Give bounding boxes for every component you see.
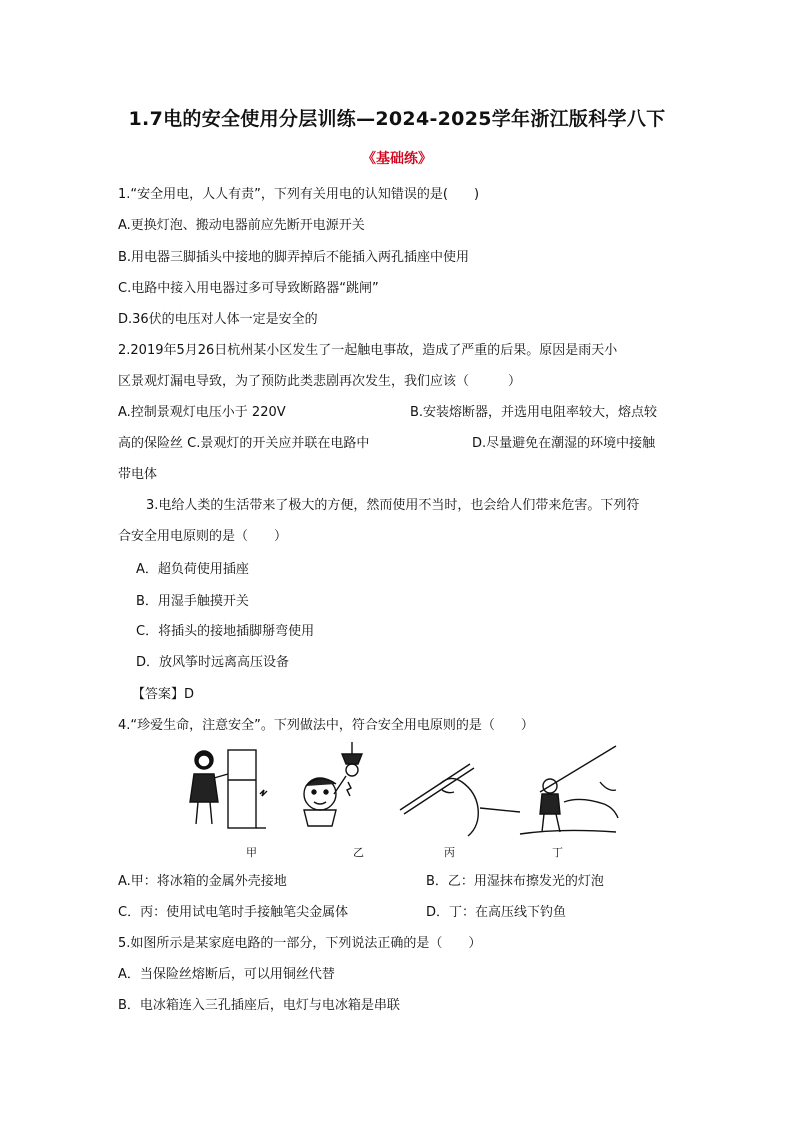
question-4-figures (180, 742, 620, 842)
q2-option-a: A.控制景观灯电压小于 220V (118, 405, 286, 420)
figure-bing-test-pen (400, 764, 520, 836)
section-heading: 《基础练》 (362, 151, 432, 167)
q2-option-d: D.尽量避免在潮湿的环境中接触 (472, 436, 656, 451)
q5-option-b: B．电冰箱连入三孔插座后，电灯与电冰箱是串联 (118, 998, 400, 1013)
q2-option-b: B.安装熔断器，并选用电阻率较大，熔点较 (410, 405, 658, 420)
question-2-cont: 区景观灯漏电导致，为了预防此类悲剧再次发生，我们应该（ ） (118, 374, 522, 389)
figure-ding-fishing (520, 746, 618, 834)
q3-option-d: D．放风筝时远离高压设备 (136, 655, 290, 670)
figure-label-yi: 乙 (353, 846, 364, 859)
figure-jia-girl-fridge (190, 750, 267, 828)
figure-label-jia: 甲 (246, 846, 257, 859)
figure-label-bing: 丙 (444, 846, 455, 859)
q1-option-c: C.电路中接入用电器过多可导致断路器“跳闸” (118, 281, 379, 296)
figure-yi-boy-lamp (304, 742, 362, 826)
q3-option-c: C．将插头的接地插脚掰弯使用 (136, 624, 315, 639)
question-1: 1.“安全用电，人人有责”，下列有关用电的认知错误的是( ) (118, 187, 480, 202)
q4-option-b: B．乙：用湿抹布擦发光的灯泡 (426, 874, 604, 889)
q3-answer: 【答案】D (132, 687, 195, 702)
q1-option-a: A.更换灯泡、搬动电器前应先断开电源开关 (118, 218, 365, 233)
page-title: 1.7电的安全使用分层训练—2024-2025学年浙江版科学八下 (128, 108, 666, 130)
q4-option-a: A.甲：将冰箱的金属外壳接地 (118, 874, 287, 889)
q2-option-d-cont: 带电体 (118, 467, 158, 482)
q1-option-d: D.36伏的电压对人体一定是安全的 (118, 312, 318, 327)
q5-option-a: A．当保险丝熔断后，可以用铜丝代替 (118, 967, 335, 982)
q4-option-d: D．丁：在高压线下钓鱼 (426, 905, 567, 920)
q2-option-b-cont: 高的保险丝 C.景观灯的开关应并联在电路中 (118, 436, 370, 451)
q4-option-c: C．丙：使用试电笔时手接触笔尖金属体 (118, 905, 349, 920)
q1-option-b: B.用电器三脚插头中接地的脚弄掉后不能插入两孔插座中使用 (118, 250, 470, 265)
q3-option-b: B．用湿手触摸开关 (136, 594, 249, 609)
question-5: 5.如图所示是某家庭电路的一部分，下列说法正确的是（ ） (118, 936, 482, 951)
question-3-cont: 合安全用电原则的是（ ） (118, 529, 288, 544)
question-2: 2.2019年5月26日杭州某小区发生了一起触电事故，造成了严重的后果。原因是雨天小 (118, 343, 618, 358)
question-4: 4.“珍爱生命，注意安全”。下列做法中，符合安全用电原则的是（ ） (118, 718, 534, 733)
figure-label-ding: 丁 (552, 846, 563, 859)
question-3: 3.电给人类的生活带来了极大的方便，然而使用不当时，也会给人们带来危害。下列符 (146, 498, 640, 513)
q3-option-a: A．超负荷使用插座 (136, 562, 249, 577)
